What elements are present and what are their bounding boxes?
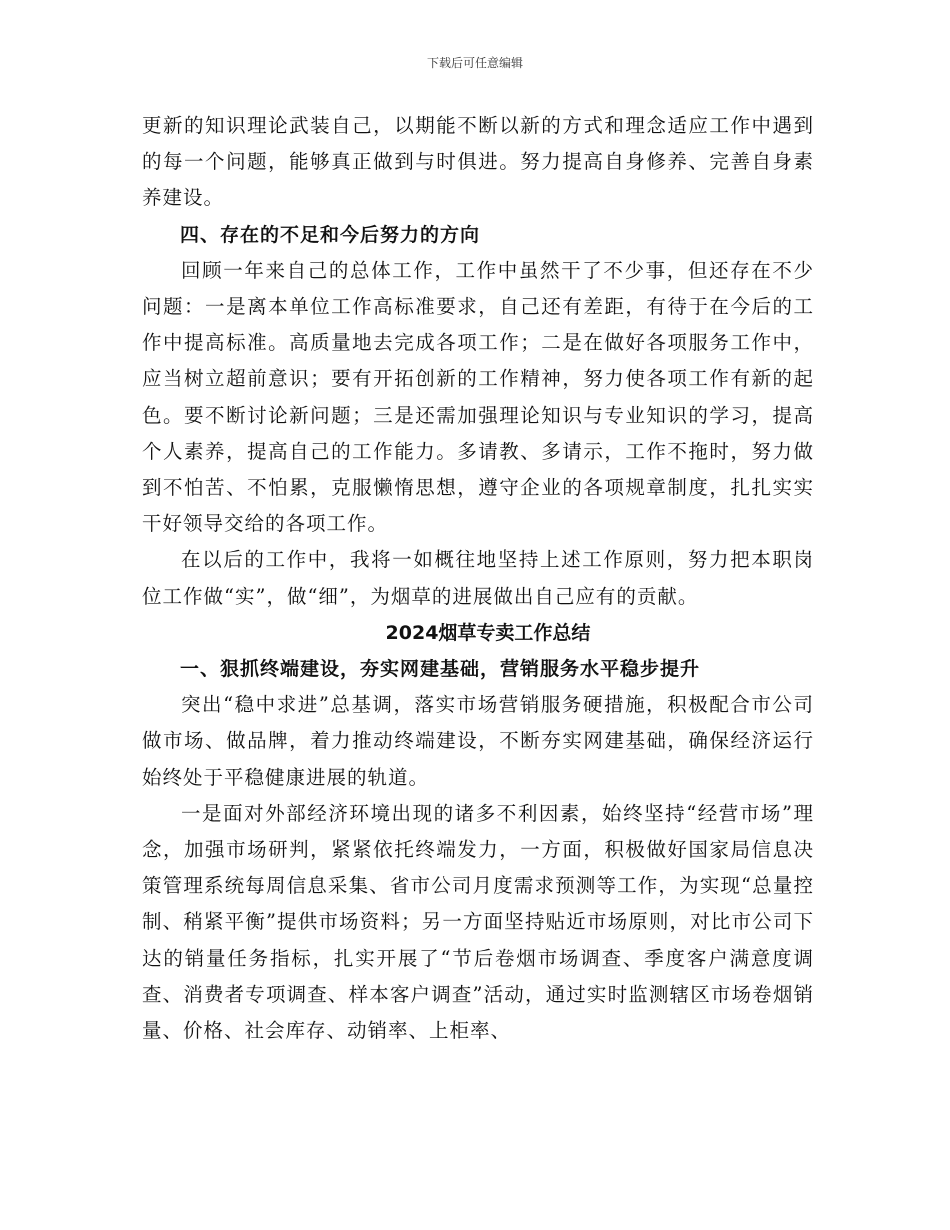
document-title: 2024烟草专卖工作总结 bbox=[385, 621, 591, 644]
document-body bbox=[142, 108, 814, 1049]
paragraph-intro: 突出“稳中求进”总基调，落实市场营销服务硬措施，积极配合市公司做市场、做品牌，着力推动终端建设，不断夯实网建基础，确保经济运行始终处于平稳健康进展的轨道。 bbox=[142, 693, 814, 789]
page-header-note: 下载后可任意编辑 bbox=[426, 56, 523, 70]
section-heading-1: 一、狠抓终端建设，夯实网建基础，营销服务水平稳步提升 bbox=[180, 658, 701, 681]
paragraph-continuation: 更新的知识理论武装自己，以期能不断以新的方式和理念适应工作中遇到的每一个问题，能够真正做到与时俱进。努力提高自身修养、完善自身素养建设。 bbox=[142, 114, 814, 210]
paragraph-future: 在以后的工作中，我将一如概往地坚持上述工作原则，努力把本职岗位工作做“实”，做“细”，为烟草的进展做出自己应有的贡献。 bbox=[142, 548, 814, 608]
paragraph-review: 回顾一年来自己的总体工作，工作中虽然干了不少事，但还存在不少问题：一是离本单位工作高标准要求，自己还有差距，有待于在今后的工作中提高标准。高质量地去完成各项工作；二是在做好各项服务工作中，应当树立超前意识；要有开拓创新的工作精神，努力使各项工作有新的起色。要不断讨论新问题；三是还需加强理论知识与专业知识的学习，提高个人素养，提高自己的工作能力。多请教、多请示，工作不拖时，努力做到不怕苦、不怕累，克服懒惰思想，遵守企业的各项规章制度，扎扎实实干好领导交给的各项工作。 bbox=[142, 258, 814, 536]
section-heading-4: 四、存在的不足和今后努力的方向 bbox=[180, 223, 481, 246]
paragraph-first-point: 一是面对外部经济环境出现的诸多不利因素，始终坚持“经营市场”理念，加强市场研判，紧紧依托终端发力，一方面，积极做好国家局信息决策管理系统每周信息采集、省市公司月度需求预测等工作，为实现“总量控制、稍紧平衡”提供市场资料；另一方面坚持贴近市场原则，对比市公司下达的销量任务指标，扎实开展了“节后卷烟市场调查、季度客户满意度调查、消费者专项调查、样本客户调查”活动，通过实时监测辖区市场卷烟销量、价格、社会库存、动销率、上柜率、 bbox=[142, 801, 814, 1043]
